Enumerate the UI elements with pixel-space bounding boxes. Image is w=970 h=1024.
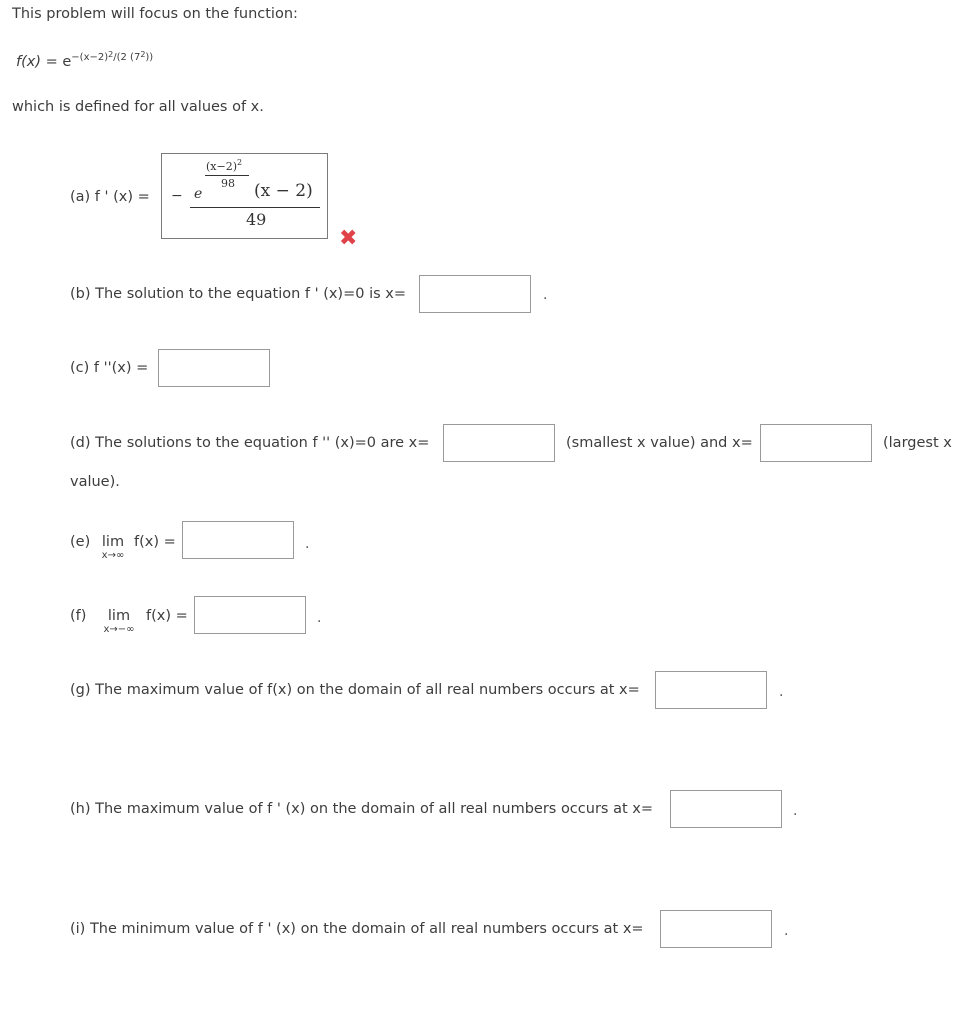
part-f-fx: f(x) = — [146, 608, 188, 624]
function-definition — [16, 50, 154, 70]
exp-part-c: )) — [145, 52, 154, 63]
function-lhs: f(x) — [16, 54, 41, 70]
exp-part-a: −(x−2) — [71, 52, 109, 63]
part-i-label: (i) The minimum value of f ' (x) on the domain of all real numbers occurs at x= — [70, 921, 644, 937]
part-d-input-2[interactable] — [760, 424, 872, 462]
domain-note: which is defined for all values of x. — [12, 99, 264, 115]
part-f-period: . — [317, 610, 322, 626]
function-eq: = e — [41, 54, 72, 70]
answer-denominator: 49 — [246, 210, 267, 229]
part-g-period: . — [779, 684, 784, 700]
part-e-lim: lim — [101, 534, 125, 550]
part-f-lim: lim — [107, 608, 131, 624]
part-c-input[interactable] — [158, 349, 270, 387]
part-e-fx: f(x) = — [134, 534, 176, 550]
part-b-input[interactable] — [419, 275, 531, 313]
part-i-input[interactable] — [660, 910, 772, 948]
incorrect-x-icon: ✖ — [339, 226, 358, 251]
part-b-period: . — [543, 287, 548, 303]
part-e-limit — [96, 534, 130, 561]
part-d-tail: (largest x — [883, 435, 952, 451]
answer-e: e — [194, 186, 203, 202]
part-f-input[interactable] — [194, 596, 306, 634]
part-a-answer-box[interactable] — [161, 153, 328, 239]
part-h-period: . — [793, 803, 798, 819]
answer-minus: − — [171, 188, 183, 204]
exp-square: 2 — [108, 50, 114, 59]
answer-exp-num: (x−2) — [206, 160, 238, 173]
part-g-label: (g) The maximum value of f(x) on the domain of all real numbers occurs at x= — [70, 682, 640, 698]
part-f-lim-sub: x→−∞ — [103, 624, 135, 635]
part-d-tail2: value). — [70, 474, 120, 490]
part-g-input[interactable] — [655, 671, 767, 709]
part-d-middle: (smallest x value) and x= — [566, 435, 753, 451]
part-e-input[interactable] — [182, 521, 294, 559]
part-d-label: (d) The solutions to the equation f '' (x)=0 are x= — [70, 435, 430, 451]
part-f-limit — [98, 608, 140, 635]
part-b-label: (b) The solution to the equation f ' (x)=0 is x= — [70, 286, 406, 302]
answer-exp-num-sq: 2 — [237, 158, 243, 167]
answer-factor: (x − 2) — [254, 181, 313, 201]
exp-part-b: /(2 (7 — [113, 52, 141, 63]
part-i-period: . — [784, 923, 789, 939]
part-e-period: . — [305, 536, 310, 552]
part-d-input-1[interactable] — [443, 424, 555, 462]
part-h-label: (h) The maximum value of f ' (x) on the domain of all real numbers occurs at x= — [70, 801, 653, 817]
answer-exp-den: 98 — [221, 177, 235, 190]
part-h-input[interactable] — [670, 790, 782, 828]
part-a-label: (a) f ' (x) = — [70, 189, 150, 205]
part-f-prefix: (f) — [70, 608, 87, 624]
part-e-lim-sub: x→∞ — [101, 550, 125, 561]
exp-square-2: 2 — [140, 50, 146, 59]
part-c-label: (c) f ''(x) = — [70, 360, 149, 376]
part-e-prefix: (e) — [70, 534, 91, 550]
intro-line: This problem will focus on the function: — [12, 6, 298, 22]
